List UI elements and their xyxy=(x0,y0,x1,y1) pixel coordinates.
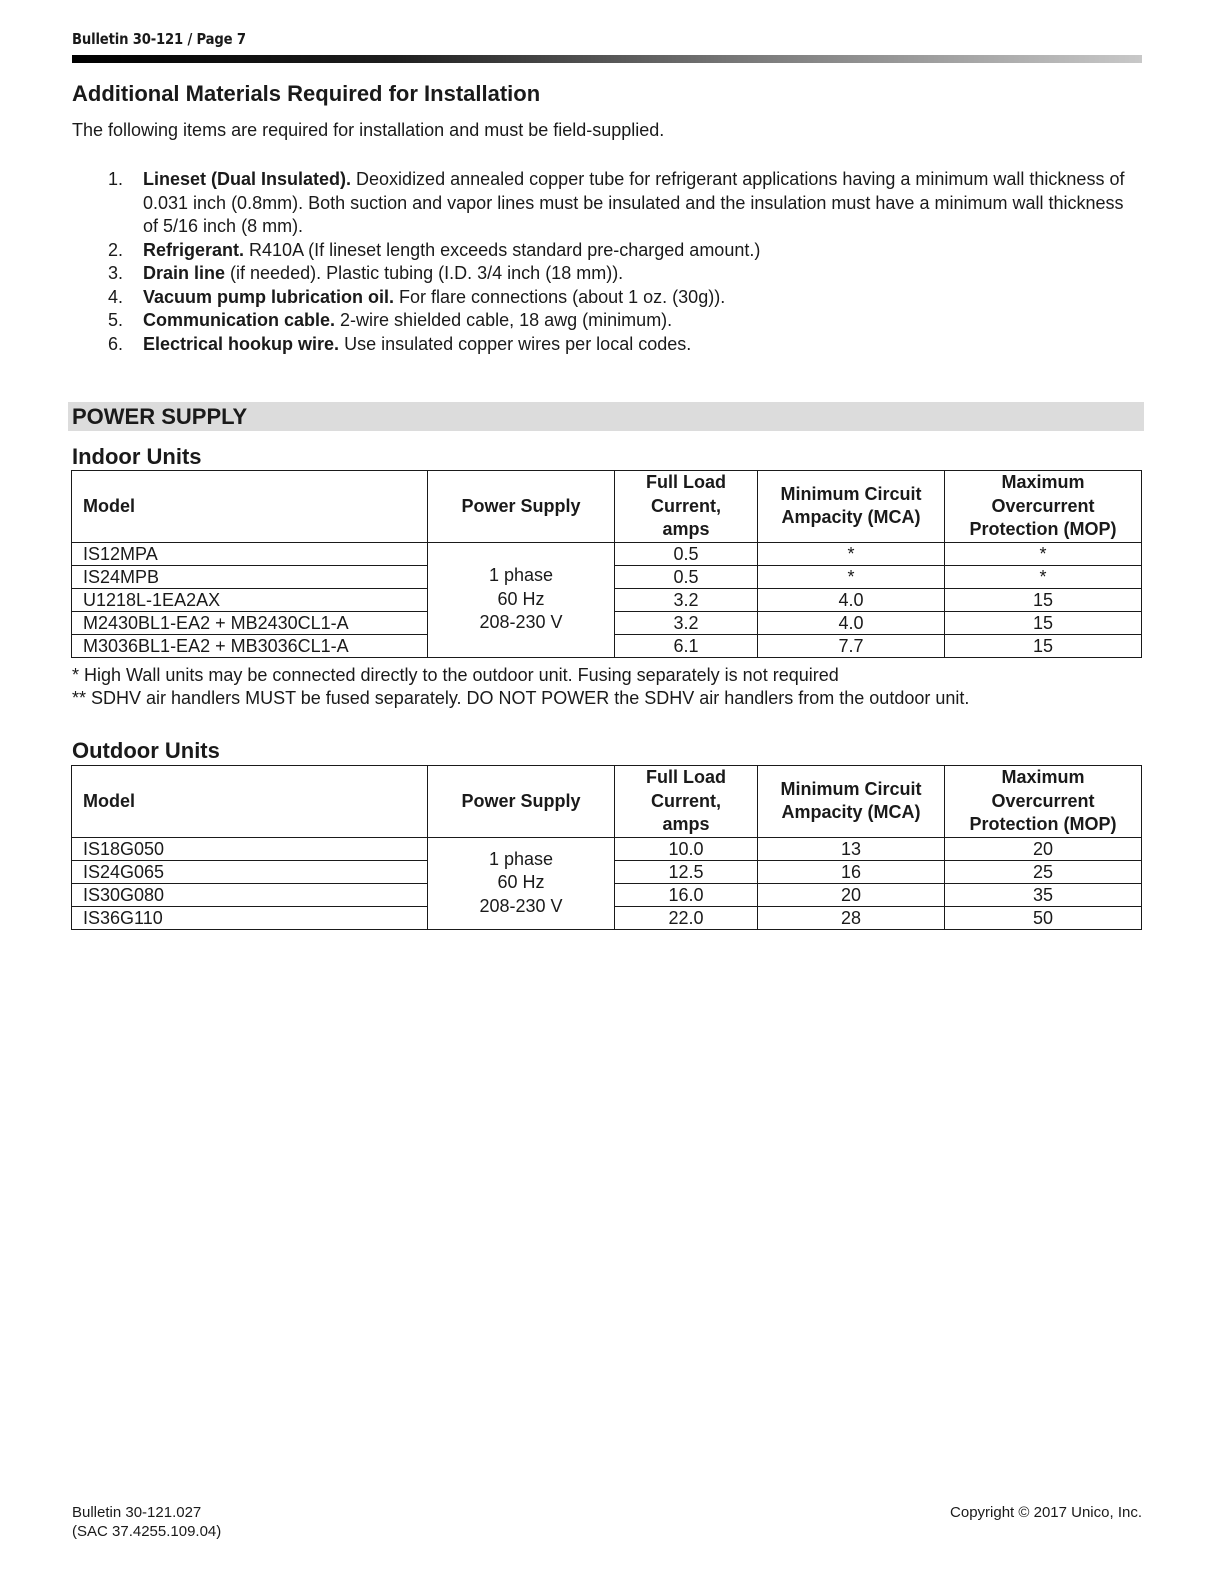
list-item xyxy=(72,168,1132,239)
note-double-asterisk: ** SDHV air handlers MUST be fused separately. DO NOT POWER the SDHV air handlers from the outdoor unit. xyxy=(72,688,970,708)
cell-model: M3036BL1-EA2 + MB3036CL1-A xyxy=(72,634,428,657)
cell-model: IS36G110 xyxy=(72,906,428,929)
list-item xyxy=(72,262,1132,286)
list-item xyxy=(72,309,1132,333)
cell-mop: * xyxy=(945,565,1142,588)
cell-model: U1218L-1EA2AX xyxy=(72,588,428,611)
power-supply-title: POWER SUPPLY xyxy=(72,404,248,429)
cell-mop: 50 xyxy=(945,906,1142,929)
footer-copyright: Copyright © 2017 Unico, Inc. xyxy=(950,1504,1142,1521)
table-row xyxy=(72,542,1142,565)
cell-flc: 22.0 xyxy=(615,906,758,929)
cell-mca: 16 xyxy=(758,860,945,883)
cell-model: IS18G050 xyxy=(72,837,428,860)
item-term: Electrical hookup wire. xyxy=(143,333,340,354)
outdoor-units-table xyxy=(71,765,1142,930)
col-flc: Full Load Current, amps xyxy=(615,471,758,543)
col-power-supply: Power Supply xyxy=(428,766,615,838)
item-text: Use insulated copper wires per local codes. xyxy=(339,333,692,354)
cell-model: IS24MPB xyxy=(72,565,428,588)
cell-mca: 13 xyxy=(758,837,945,860)
materials-list xyxy=(72,168,1132,356)
cell-mca: 4.0 xyxy=(758,588,945,611)
cell-mop: 15 xyxy=(945,634,1142,657)
item-term: Lineset (Dual Insulated). xyxy=(143,169,352,189)
cell-mca: 7.7 xyxy=(758,634,945,657)
footer-sac: (SAC 37.4255.109.04) xyxy=(72,1523,222,1540)
cell-mca: * xyxy=(758,565,945,588)
item-text: 2-wire shielded cable, 18 awg (minimum). xyxy=(335,310,673,330)
col-model: Model xyxy=(72,471,428,543)
indoor-units-table xyxy=(71,470,1142,658)
indoor-notes xyxy=(72,664,969,710)
indoor-units-title: Indoor Units xyxy=(72,444,202,469)
cell-power-supply: 1 phase 60 Hz 208-230 V xyxy=(428,542,615,657)
materials-intro: The following items are required for installation and must be field-supplied. xyxy=(72,120,665,140)
page-header: Bulletin 30-121 / Page 7 xyxy=(72,30,246,48)
cell-mop: 25 xyxy=(945,860,1142,883)
cell-flc: 0.5 xyxy=(615,542,758,565)
item-term: Vacuum pump lubrication oil. xyxy=(143,286,395,307)
item-text: (if needed). Plastic tubing (I.D. 3/4 inch (18 mm)). xyxy=(225,263,624,283)
cell-flc: 3.2 xyxy=(615,588,758,611)
item-number: 4. xyxy=(108,286,124,307)
footer-bulletin: Bulletin 30-121.027 xyxy=(72,1504,202,1521)
cell-mop: 20 xyxy=(945,837,1142,860)
table-header-row xyxy=(72,766,1142,838)
cell-flc: 12.5 xyxy=(615,860,758,883)
item-term: Communication cable. xyxy=(143,310,336,330)
header-rule xyxy=(72,55,1142,63)
item-number: 2. xyxy=(108,239,124,260)
item-text: R410A (If lineset length exceeds standard pre-charged amount.) xyxy=(244,239,761,260)
col-mca: Minimum Circuit Ampacity (MCA) xyxy=(758,471,945,543)
col-mop: Maximum Overcurrent Protection (MOP) xyxy=(945,766,1142,838)
cell-mop: 15 xyxy=(945,588,1142,611)
cell-mop: 15 xyxy=(945,611,1142,634)
list-item xyxy=(72,239,1132,263)
item-number: 6. xyxy=(108,333,124,354)
col-mca: Minimum Circuit Ampacity (MCA) xyxy=(758,766,945,838)
outdoor-units-title: Outdoor Units xyxy=(72,738,220,763)
list-item xyxy=(72,286,1132,310)
col-power-supply: Power Supply xyxy=(428,471,615,543)
cell-model: IS12MPA xyxy=(72,542,428,565)
cell-mca: 28 xyxy=(758,906,945,929)
cell-mop: * xyxy=(945,542,1142,565)
table-row xyxy=(72,837,1142,860)
item-text: For flare connections (about 1 oz. (30g)). xyxy=(394,286,726,307)
item-text: Deoxidized annealed copper tube for refrigerant applications having a minimum wall thickness of 0.031 inch (0.8mm). Both suction and vapor lines must be insulated and the insulation must have a minimum wall thickness of 5/16 inch (8 mm). xyxy=(143,169,1125,236)
cell-power-supply: 1 phase 60 Hz 208-230 V xyxy=(428,837,615,929)
footer-left xyxy=(72,1503,221,1541)
cell-flc: 0.5 xyxy=(615,565,758,588)
cell-mca: * xyxy=(758,542,945,565)
cell-flc: 10.0 xyxy=(615,837,758,860)
cell-flc: 3.2 xyxy=(615,611,758,634)
item-number: 5. xyxy=(108,310,124,330)
col-mop: Maximum Overcurrent Protection (MOP) xyxy=(945,471,1142,543)
cell-mca: 20 xyxy=(758,883,945,906)
power-supply-band xyxy=(68,402,1144,431)
col-model: Model xyxy=(72,766,428,838)
item-term: Refrigerant. xyxy=(143,239,245,260)
note-single-asterisk: * High Wall units may be connected directly to the outdoor unit. Fusing separately is not required xyxy=(72,665,839,685)
cell-mop: 35 xyxy=(945,883,1142,906)
col-flc: Full Load Current, amps xyxy=(615,766,758,838)
cell-mca: 4.0 xyxy=(758,611,945,634)
table-header-row xyxy=(72,471,1142,543)
cell-flc: 6.1 xyxy=(615,634,758,657)
cell-flc: 16.0 xyxy=(615,883,758,906)
cell-model: IS30G080 xyxy=(72,883,428,906)
cell-model: IS24G065 xyxy=(72,860,428,883)
cell-model: M2430BL1-EA2 + MB2430CL1-A xyxy=(72,611,428,634)
item-number: 1. xyxy=(108,169,124,189)
list-item xyxy=(72,333,1132,357)
materials-title: Additional Materials Required for Installation xyxy=(72,81,541,106)
item-number: 3. xyxy=(108,263,124,283)
item-term: Drain line xyxy=(143,263,226,283)
